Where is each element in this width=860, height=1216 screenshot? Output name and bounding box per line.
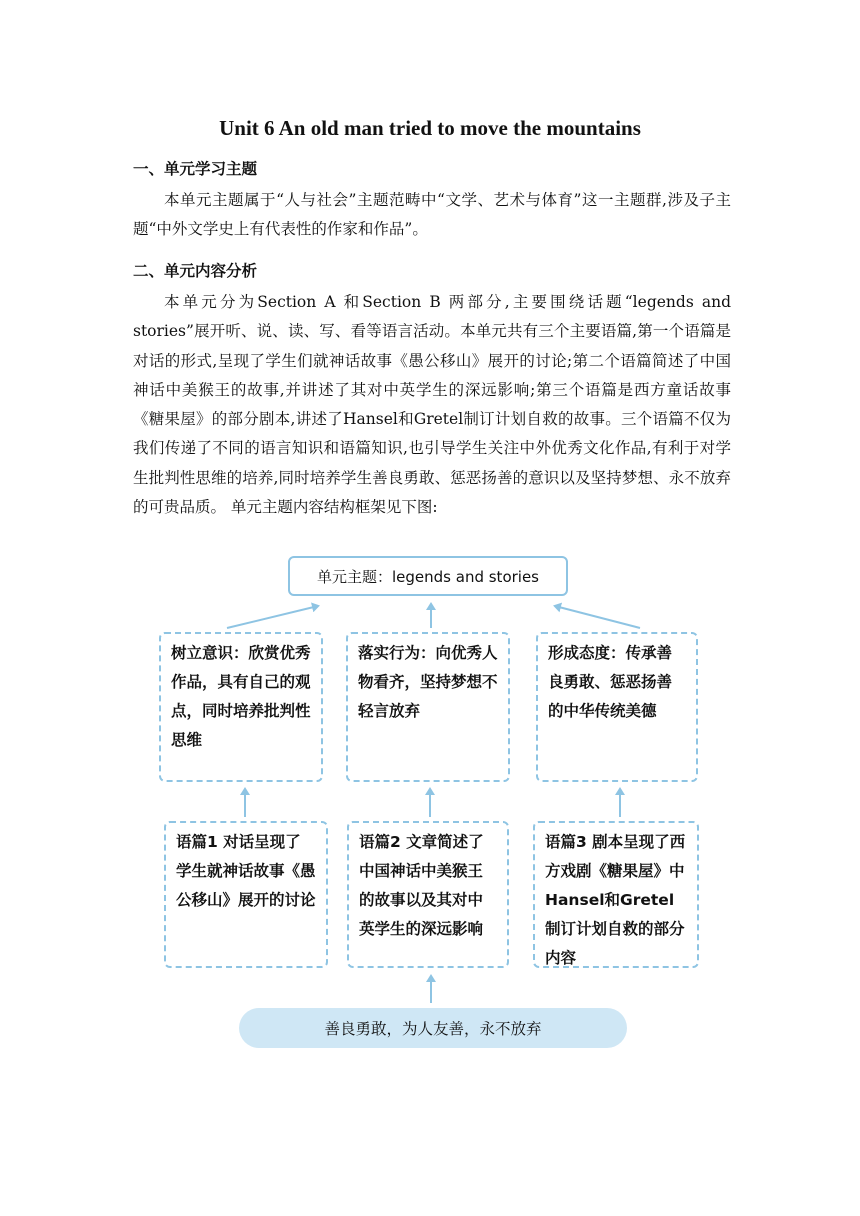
diagram-lower-box-3: 语篇3 剧本呈现了西方戏剧《糖果屋》中Hansel和Gretel制订计划自救的部分内容 [533,821,699,968]
diagram-lower-box-1: 语篇1 对话呈现了学生就神话故事《愚公移山》展开的讨论 [164,821,328,968]
diagram-lower-box-2: 语篇2 文章简述了中国神话中美猴王的故事以及其对中英学生的深远影响 [347,821,509,968]
diagram-middle-box-1: 树立意识：欣赏优秀作品，具有自己的观点，同时培养批判性思维 [159,632,323,782]
diagram-middle-box-3: 形成态度：传承善良勇敢、惩恶扬善的中华传统美德 [536,632,698,782]
page-title: Unit 6 An old man tried to move the mountains [219,116,641,140]
diagram-middle-box-2: 落实行为：向优秀人物看齐，坚持梦想不轻言放弃 [346,632,510,782]
diagram-bottom-banner: 善良勇敢，为人友善，永不放弃 [239,1008,627,1048]
section1-paragraph: 本单元主题属于“人与社会”主题范畴中“文学、艺术与体育”这一主题群,涉及子主题“中外文学史上有代表性的作家和作品”。 [133,191,731,239]
arrow-right-up [555,606,640,628]
section2-paragraph: 本单元分为Section A 和Section B 两部分,主要围绕话题“legends and stories”展开听、说、读、写、看等语言活动。本单元共有三个主要语篇,第一个语篇是对话的形式,呈现了学生们就神话故事《愚公移山》展开的讨论;第二个语篇简述了中国神话中美猴王的故事,并讲述了其对中英学生的深远影响;第三个语篇是西方童话故事《糖果屋》的部分剧本,讲述了Hansel和Gretel制订计划自救的故事。三个语篇不仅为我们传递了不同的语言知识和语篇知识,也引导学生关注中外优秀文化作品,有利于对学生批判性思维的培养,同时培养学生善良勇敢、惩恶扬善的意识以及坚持梦想、永不放弃的可贵品质。 单元主题内容结构框架见下图: [133,293,731,517]
diagram-top-box: 单元主题：legends and stories [288,556,568,596]
arrow-left-up [227,606,318,628]
section2-heading: 二、单元内容分析 [133,262,258,280]
section1-heading: 一、单元学习主题 [133,160,258,178]
